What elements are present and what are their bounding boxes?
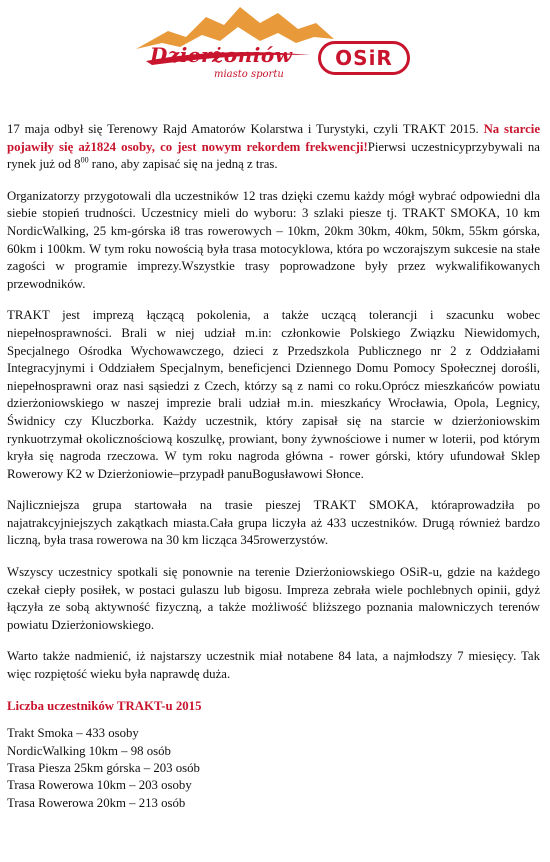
intro-text-end: rano, aby zapisać się na jedną z tras. [88,157,278,172]
list-item: Trasa Rowerowa 20km – 213 osób [7,795,186,810]
time-superscript: 00 [80,155,89,165]
logo-tagline: miasto sportu [214,69,284,80]
paragraph-meal: Wszyscy uczestnicy spotkali się ponownie na terenie Dzierżoniowskiego OSiR-u, gdzie na każdego czekał ciepły posiłek, w postaci gulaszu lub bigosu. Impreza zebrała wiele pochlebnych opinii, gdyż łączyła ze sobą aktywność fizyczną, a także możliwość bliższego poznania malowniczych terenów powiatu Dzierżoniowskiego. [7,565,540,632]
logo [128,3,418,91]
list-item: NordicWalking 10km – 98 osób [7,743,171,758]
article [7,121,540,812]
osir-badge-text: OSiR [335,46,393,70]
paragraph-ages: Warto także nadmienić, iż najstarszy uczestnik miał notabene 84 lata, a najmłodszy 7 miesięcy. Tak więc rozpiętość wieku była naprawdę duża. [7,649,540,682]
list-item: Trasa Rowerowa 10km – 203 osoby [7,778,192,793]
osir-badge [318,41,410,75]
logo-name: Dzierżoniów [150,43,293,67]
list-item: Trakt Smoka – 433 osoby [7,726,139,741]
paragraph-routes: Organizatorzy przygotowali dla uczestników 12 tras dzięki czemu każdy mógł wybrać odpowiedni dla siebie stopień trudności. Uczestnicy mieli do wyboru: 3 szlaki piesze tj. TRAKT SMOKA, 10 km NordicWalking, 25 km-górska i8 tras rowerowych – 10km, 20km 30km, 40km, 50km, 55km górska, 60km i 100km. W tym roku nowością była trasa motocyklowa, która po wczorajszym sukcesie na stałe zagości w programie imprezy.Wszystkie trasy poprowadzone były przez wykwalifikowanych przewodników. [7,188,540,291]
paragraph-largest-group: Najliczniejsza grupa startowała na trasie pieszej TRAKT SMOKA, któraprowadziła po najatrakcyjniejszych zakątkach miasta.Cała grupa liczyła aż 433 uczestników. Drugą również bardzo liczną, była trasa rowerowa na 30 km licząca 345rowerzystów. [7,498,540,548]
list-item: Trasa Piesza 25km górska – 203 osób [7,761,200,776]
record-highlight: Na starcie pojawiły się aż1824 osoby, co jest nowym rekordem frekwencji! [7,122,540,154]
stats-heading: Liczba uczestników TRAKT-u 2015 [7,698,202,713]
intro-text: 17 maja odbył się Terenowy Rajd Amatorów Kolarstwa i Turystyki, czyli TRAKT 2015. [7,122,479,136]
stats-list [7,725,540,812]
paragraph-intro [7,121,540,174]
intro-text-continued: Pierwsi uczestnicyprzybywali na rynek już od 8 [7,139,540,172]
paragraph-participants: TRAKT jest imprezą łączącą pokolenia, a także uczącą tolerancji i szacunku wobec niepełnosprawności. Brali w niej udział m.in: członkowie Polskiego Związku Niewidomych, Specjalnego Ośrodka Wychowawczego, dzieci z Przedszkola Publicznego nr 2 z Oddziałami Integracyjnymi i Oddziałem Specjalnym, beneficjenci Dziennego Domu Pomocy Społecznej dorośli, niepełnosprawni oraz nasi sąsiedzi z Czech, którzy są z nami co roku.Oprócz mieszkańców powiatu dzierżoniowskiego w naszej imprezie brali udział m.in. mieszkańcy Wrocławia, Opola, Legnicy, Świdnicy czy Kluczborka. Każdy uczestnik, który zapisał się na starcie w dzierżoniowskim rynkuotrzymał okolicznościową koszulkę, prowiant, bony żywnościowe i numer w loterii, pod którym kryła się nagroda rzeczowa. W tym roku nagroda główna - rower górski, który ufundował Sklep Rowerowy K2 w Dzierżoniowie–przypadł panuBogusławowi Słonce. [7,308,540,481]
